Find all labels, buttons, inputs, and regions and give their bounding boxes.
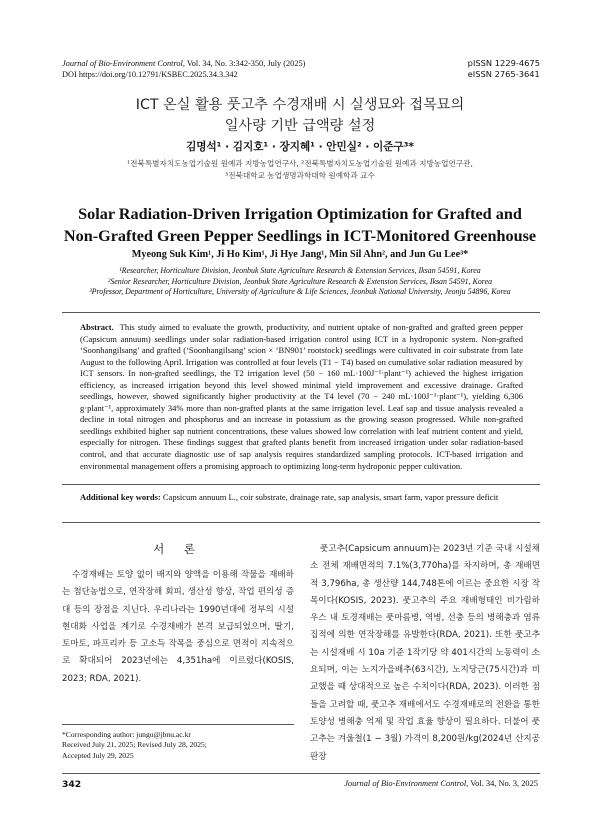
english-affil-line1: ¹Researcher, Horticulture Division, Jeonbuk State Agriculture Research & Extension Services, Iksan 54591, Korea [119, 266, 481, 275]
journal-name: Journal of Bio-Environment Control [62, 59, 183, 68]
footer-journal [344, 779, 538, 788]
intro-right-column [310, 541, 540, 766]
english-title-line2: Non-Grafted Green Pepper Seedlings in ICT-Monitored Greenhouse [63, 227, 537, 245]
english-title [0, 203, 600, 247]
correspondence-note [62, 730, 294, 761]
page-number: 342 [62, 779, 82, 790]
abstract-label: Abstract. [80, 322, 114, 332]
footer-rule [62, 773, 540, 774]
english-affil-line2: ²Senior Researcher, Horticulture Division, Jeonbuk State Agriculture Research & Extension Services, Iksan 54591, Korea [107, 276, 493, 286]
korean-title-line1: ICT 온실 활용 풋고추 수경재배 시 실생묘와 접목묘의 [135, 97, 465, 113]
journal-header [62, 58, 305, 80]
abstract [80, 322, 523, 472]
abstract-text: This study aimed to evaluate the growth, productivity, and nutrient uptake of non-grafted and grafted green pepper (Capsicum annuum) seedlings under solar radiation-based irrigation control using ICT in a hydroponic system. Non-grafted ‘Soonhangilsang’ and grafted (‘Soonhangilsang’ scion × ‘BN901’ rootstock) seedlings were cultivated in coir substrate from late August to the following April. Irrigation was controlled at four levels (T1 − T4) based on cumulative solar radiation measured by ICT sensors. In non-grafted seedlings, the T2 irrigation level (50 − 160 mL·100J⁻¹·plant⁻¹) achieved the highest irrigation efficiency, as increased irrigation beyond this level showed minimal yield improvement and excessive drainage. Grafted seedlings, however, showed significantly higher productivity at the T4 level (70 − 240 mL·100J⁻¹·plant⁻¹), yielding 6,306 g·plant⁻¹, approximately 34% more than non-grafted plants at the same irrigation level. Leaf sap and tissue analysis revealed a decline in total nitrogen and phosphorus and an increase in potassium as the growing season progressed. While non-grafted seedlings exhibited higher sap nutrient concentrations, these values showed low correlation with leaf nutrient content and yield, especially for nitrogen. These findings suggest that grafted plants benefit from increased irrigation under solar radiation-based control, and that accurate diagnostic use of sap analysis requires standardized sampling protocols. ICT-based irrigation and environmental management offers a promising approach to optimizing long-term hydroponic pepper cultivation. [80, 322, 523, 471]
issn-block [468, 58, 540, 80]
doi-link[interactable]: DOI https://doi.org/10.12791/KSBEC.2025.34.3.342 [62, 70, 238, 79]
accepted-date: Accepted July 29, 2025 [62, 750, 134, 760]
korean-affil-line1: ¹전북특별자치도농업기술원 원예과 지방농업연구사, ²전북특별자치도농업기술원 원예과 지방농업연구관, [127, 159, 473, 168]
english-affiliations [0, 266, 600, 298]
section-heading-introduction: 서 론 [153, 542, 203, 556]
intro-left-column [62, 567, 294, 688]
korean-title-line2: 일사량 기반 급액량 설정 [224, 118, 376, 134]
eissn: eISSN 2765-3641 [467, 69, 540, 79]
korean-authors: 김명석¹ · 김지호¹ · 장지혜¹ · 안민실² · 이준구³* [186, 141, 414, 153]
footer-issue: , Vol. 34, No. 3, 2025 [466, 779, 538, 788]
abstract-top-rule [62, 312, 540, 313]
keywords [80, 492, 523, 504]
intro-paragraph-2: 풋고추(Capsicum annuum)는 2023년 기준 국내 시설채소 전체 재배면적의 7.1%(3,770ha)를 차지하며, 총 재배면적 3,796ha, 총 생산량 144,748톤에 이르는 중요한 시장 작목이다(KOSIS, 2023). 풋고추의 주요 재배형태인 비가림하우스 내 토경재배는 풋마름병, 역병, 선충 등의 병해충과 염류 집적에 의한 연작장해를 유발한다(RDA, 2021). 또한 풋고추는 시설재배 시 10a 기준 1작기당 약 401시간의 노동력이 소요되며, 이는 노지가을배추(63시간), 노지당근(75시간)과 비교했을 때 상대적으로 높은 수치이다(RDA, 2023). 이러한 점들을 고려할 때, 풋고추 재배에서도 수경재배로의 전환을 통한 토양성 병해충 억제 및 작업 효율 향상이 필요하다. 더불어 풋고추는 겨울철(1 − 3월) 가격이 8,200원/kg(2024년 산지공판장 [310, 544, 540, 762]
english-title-line1: Solar Radiation-Driven Irrigation Optimization for Grafted and [78, 205, 522, 223]
keywords-bottom-rule [62, 522, 540, 523]
keywords-label: Additional key words: [80, 492, 161, 502]
korean-affiliations [0, 158, 600, 182]
abstract-bottom-rule [62, 484, 540, 485]
pissn: pISSN 1229-4675 [467, 58, 540, 68]
korean-affil-line2: ³전북대학교 농업생명과학대학 원예학과 교수 [225, 171, 375, 180]
korean-title [0, 95, 600, 137]
corresponding-author: *Corresponding author: jungu@jbnu.ac.kr [62, 730, 191, 739]
received-revised-dates: Received July 21, 2025; Revised July 28, 2025; [62, 740, 207, 750]
intro-paragraph-1: 수경재배는 토양 없이 배지와 양액을 이용해 작물을 재배하는 첨단농법으로, 연작장해 회피, 생산성 향상, 작업 편의성 증대 등의 장점을 지닌다. 우리나라는 1990년대에 정부의 시설현대화 사업을 계기로 수경재배가 본격 보급되었으며, 딸기, 토마토, 파프리카 등 고소득 작목을 중심으로 면적이 지속적으로 확대되어 2023년에는 4,351ha에 이르렀다(KOSIS, 2023; RDA, 2021). [62, 570, 294, 684]
english-authors: Myeong Suk Kim¹, Ji Ho Kim¹, Ji Hye Jang¹, Min Sil Ahn², and Jun Gu Lee³* [131, 249, 469, 260]
journal-citation [62, 58, 305, 69]
english-affil-line3: ³Professor, Department of Horticulture, University of Agriculture & Life Sciences, Jeonbuk National University, Jeonju 54896, Korea [89, 287, 511, 297]
footnote-rule [62, 724, 294, 725]
journal-volume: , Vol. 34, No. 3:342-350, July (2025) [182, 59, 306, 68]
footer-journal-name: Journal of Bio-Environment Control [344, 779, 467, 788]
keywords-text: Capsicum annuum L., coir substrate, drainage rate, sap analysis, smart farm, vapor pressure deficit [162, 492, 499, 502]
